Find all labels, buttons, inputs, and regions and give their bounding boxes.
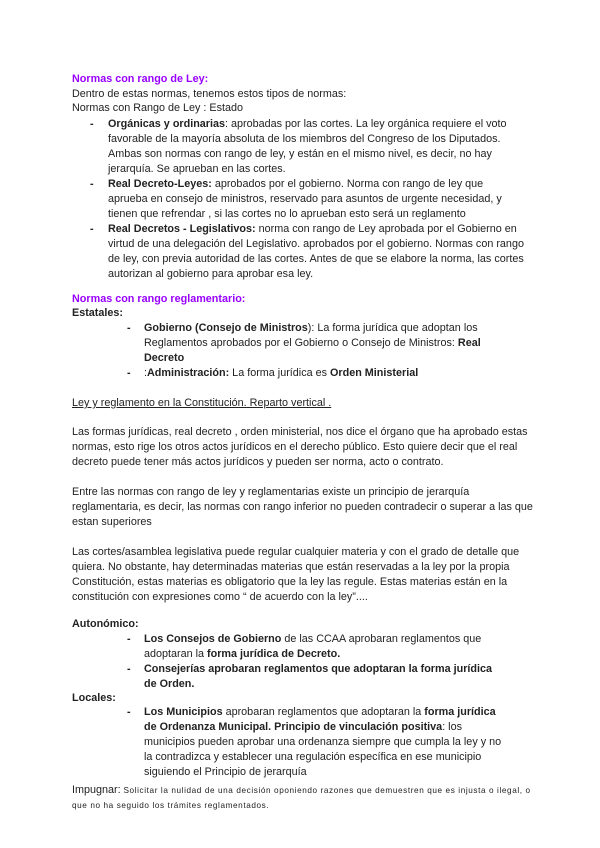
bullet-dash: - bbox=[90, 178, 94, 190]
impugnar-label: Impugnar: bbox=[72, 784, 121, 796]
bullet-dash: - bbox=[127, 633, 131, 645]
item-pre: : bbox=[144, 367, 147, 379]
item-text: norma con rango de Ley aprobada por el Gobierno en virtud de una delegación del Legislativo. aprobados por el gobierno. Normas con rango de ley, con previa autoridad de las cortes. Antes de que se elabore la norma, las cortes autorizan al gobierno para aprobar esa ley. bbox=[108, 223, 524, 280]
impugnar-definition bbox=[72, 783, 534, 813]
item-text: : aprobadas por las cortes. La ley orgánica requiere el voto favorable de la mayoría absoluta de los miembros del Congreso de los Diputados. Ambas son normas con rango de ley, y están en el mismo nivel, es decir, no hay jerarquía. Se aprueban en las cortes. bbox=[108, 118, 507, 175]
label-estatales: Estatales: bbox=[72, 307, 124, 319]
item-bold: Los Consejos de Gobierno bbox=[144, 633, 282, 645]
list-item-administracion bbox=[144, 366, 506, 381]
item-bold: Los Municipios bbox=[144, 706, 223, 718]
heading-normas-rango-reglamentario: Normas con rango reglamentario: bbox=[72, 293, 246, 305]
item-bold: Real Decreto-Leyes: bbox=[108, 178, 212, 190]
list-item-organicas bbox=[108, 117, 524, 177]
list-item-municipios bbox=[144, 705, 506, 780]
bullet-dash: - bbox=[127, 706, 131, 718]
item-bold: Real Decretos - Legislativos: bbox=[108, 223, 256, 235]
title-ley-reglamento: Ley y reglamento en la Constitución. Reparto vertical . bbox=[72, 397, 332, 409]
intro-line-2: Normas con Rango de Ley : Estado bbox=[72, 102, 244, 114]
item-bold-2: forma jurídica de Ordenanza Municipal. Principio de vinculación positiva bbox=[144, 706, 496, 733]
heading-normas-rango-ley: Normas con rango de Ley: bbox=[72, 73, 209, 85]
item-bold-2: Orden Ministerial bbox=[330, 367, 419, 379]
list-item-consejos-gobierno bbox=[144, 632, 506, 662]
item-text: aprobados por el gobierno. Norma con rango de ley que aprueba en consejo de ministros, reservado para asuntos de urgente necesidad, y tienen que refrendar , si las cortes no lo aprueban esto será un reglamento bbox=[108, 178, 502, 220]
bullet-dash: - bbox=[90, 118, 94, 130]
item-text: ): La forma jurídica que adoptan los Reglamentos aprobados por el Gobierno o Consejo de Ministros: bbox=[144, 322, 478, 349]
bullet-dash: - bbox=[127, 663, 131, 675]
bullet-dash: - bbox=[90, 223, 94, 235]
paragraph-formas-juridicas: Las formas jurídicas, real decreto , orden ministerial, nos dice el órgano que ha aprobado estas normas, esto rige los otros actos jurídicos en el derecho público. Esto quiere decir que el real decreto puede tener más actos jurídicos y pueden ser norma, acto o contrato. bbox=[72, 426, 528, 468]
bullet-dash: - bbox=[127, 367, 131, 379]
item-text: de las CCAA aprobaran reglamentos que adoptaran la bbox=[144, 633, 482, 660]
item-bold-2: forma jurídica de Decreto. bbox=[207, 648, 341, 660]
item-bold: Orgánicas y ordinarias bbox=[108, 118, 226, 130]
item-bold: Gobierno (Consejo de Ministros bbox=[144, 322, 308, 334]
label-autonomico: Autonómico: bbox=[72, 618, 139, 630]
paragraph-jerarquia: Entre las normas con rango de ley y reglamentarias existe un principio de jerarquía reglamentaria, es decir, las normas con rango inferior no pueden contradecir o superar a las que estan superiores bbox=[72, 486, 533, 528]
list-item-real-decreto-leyes bbox=[108, 177, 524, 222]
intro-line-1: Dentro de estas normas, tenemos estos tipos de normas: bbox=[72, 88, 347, 100]
list-item-real-decretos-legislativos bbox=[108, 222, 524, 282]
list-item-gobierno bbox=[144, 321, 506, 366]
bullet-dash: - bbox=[127, 322, 131, 334]
item-text: aprobaran reglamentos que adoptaran la bbox=[222, 706, 425, 718]
impugnar-text: Solicitar la nulidad de una decisión oponiendo razones que demuestren que es injusta o ilegal, o que no ha seguido los trámites reglamentados. bbox=[72, 786, 531, 810]
item-bold-2: Real Decreto bbox=[144, 337, 481, 364]
list-item-consejerias: Consejerías aprobaran reglamentos que adoptaran la forma jurídica de Orden. bbox=[144, 663, 492, 690]
item-text-2: : los municipios pueden aprobar una ordenanza siempre que cumpla la ley y no la contradizca y establecer una regulación específica en ese municipio siguiendo el Principio de jerarquía bbox=[144, 721, 502, 778]
item-text: La forma jurídica es bbox=[229, 367, 331, 379]
item-bold: Administración: bbox=[147, 367, 230, 379]
label-locales: Locales: bbox=[72, 692, 116, 704]
paragraph-cortes: Las cortes/asamblea legislativa puede regular cualquier materia y con el grado de detalle que quiera. No obstante, hay determinadas materias que están reservadas a la ley por la propia Constitución, estas materias es obligatorio que la ley las regule. Estas materias están en la constitución con expresiones como “ de acuerdo con la ley”.... bbox=[72, 546, 520, 603]
